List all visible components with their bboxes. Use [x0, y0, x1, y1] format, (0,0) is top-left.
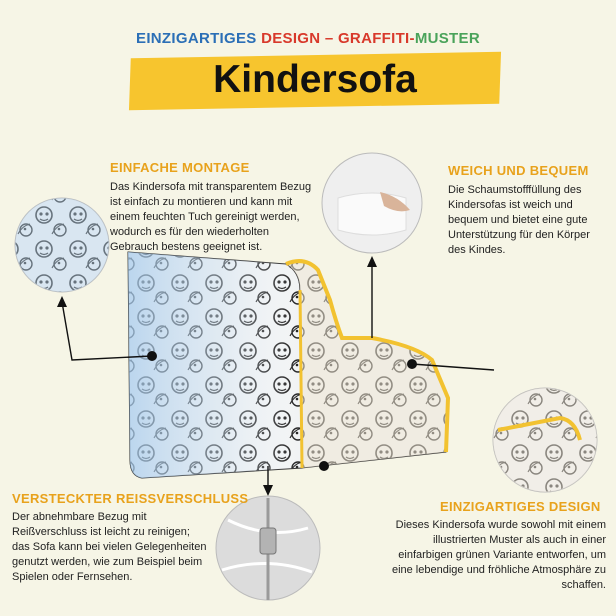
section-title-montage: EINFACHE MONTAGE	[110, 160, 250, 175]
header-part-4: MUSTER	[414, 30, 480, 47]
detail-circle-design	[493, 388, 597, 492]
section-body-weich: Die Schaumstofffüllung des Kindersofas ist weich und bequem und bietet eine gute Unterstützung für den Körper des Kindes.	[448, 184, 590, 256]
detail-circle-montage	[15, 198, 109, 292]
section-body-reiss: Der abnehmbare Bezug mit Reißverschluss ist leicht zu reinigen; das Sofa kann bei vielen Gelegenheiten genutzt werden, wie zum Beispiel beim Spielen oder Fernsehen.	[12, 511, 207, 583]
section-body-montage: Das Kindersofa mit transparentem Bezug ist einfach zu montieren und kann mit einem feuchten Tuch gereinigt werden, wodurch es für den wiederholten Gebrauch bestens geeignet ist.	[110, 181, 312, 253]
section-title-weich: WEICH UND BEQUEM	[448, 163, 589, 178]
header-part-3: – GRAFFITI-	[320, 30, 415, 47]
header-part-2: DESIGN	[261, 30, 321, 47]
header-part-1: EINZIGARTIGES	[136, 30, 262, 47]
section-title-design: EINZIGARTIGES DESIGN	[440, 499, 601, 514]
section-title-reiss: VERSTECKTER REISSVERSCHLUSS	[12, 491, 249, 506]
page-title: Kindersofa	[213, 58, 417, 101]
detail-circle-zipper	[216, 496, 320, 600]
section-body-design: Dieses Kindersofa wurde sowohl mit einem illustrierten Muster als auch in einer einfarbigen grünen Variante entworfen, um eine lebendige und fröhliche Atmosphäre zu schaffen.	[391, 519, 606, 591]
detail-circle-foam	[322, 153, 422, 253]
